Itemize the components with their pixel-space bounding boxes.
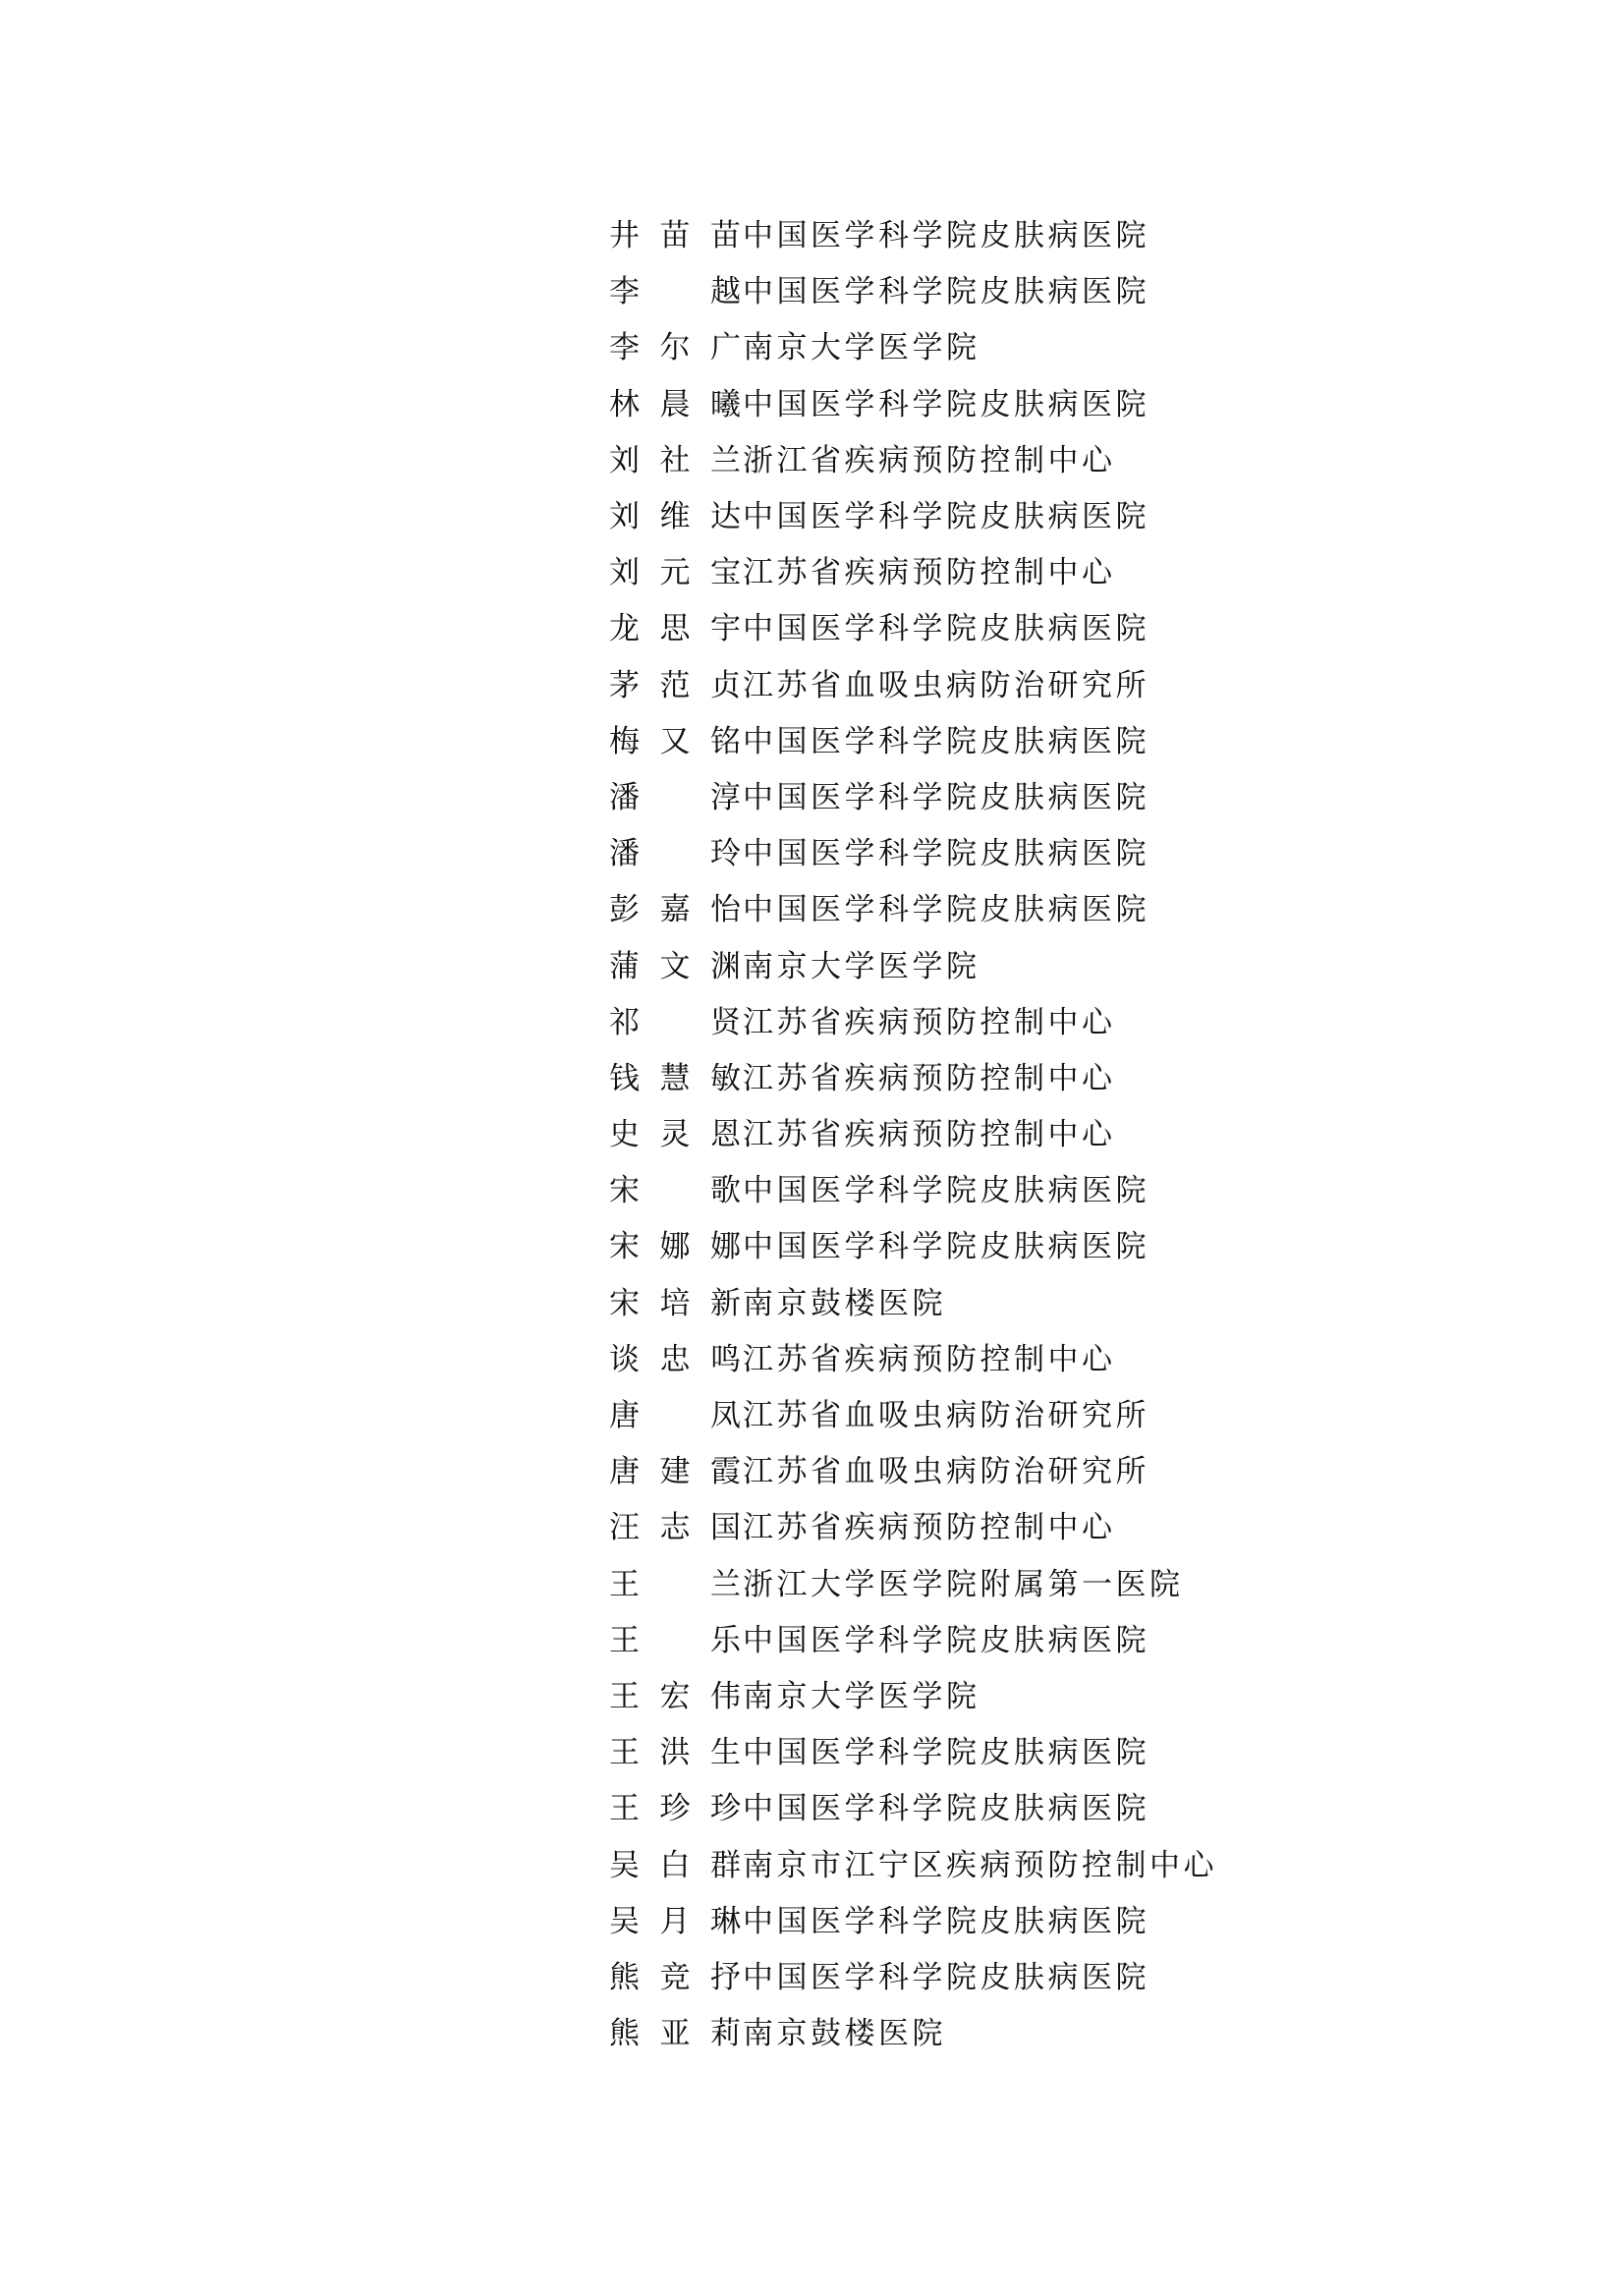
organization: 江苏省疾病预防控制中心 (743, 1117, 1116, 1153)
list-item (609, 1215, 1217, 1271)
person-name: 祁贤 (609, 1004, 741, 1040)
person-name: 王乐 (609, 1622, 741, 1658)
organization: 中国医学科学院皮肤病医院 (743, 836, 1149, 872)
organization: 浙江大学医学院附属第一医院 (743, 1566, 1184, 1602)
list-item (609, 1496, 1217, 1552)
organization: 中国医学科学院皮肤病医院 (743, 218, 1149, 254)
list-item (609, 1833, 1217, 1889)
list-item (609, 373, 1217, 429)
list-item (609, 766, 1217, 822)
person-name: 谈忠鸣 (609, 1341, 741, 1377)
organization: 中国医学科学院皮肤病医院 (743, 779, 1149, 815)
organization: 江苏省疾病预防控制中心 (743, 1060, 1116, 1096)
organization: 中国医学科学院皮肤病医院 (743, 1173, 1149, 1209)
person-name: 井苗苗 (609, 218, 741, 254)
person-name: 汪志国 (609, 1510, 741, 1546)
list-item (609, 485, 1217, 541)
list-item (609, 1890, 1217, 1946)
list-item (609, 204, 1217, 260)
person-name: 唐凤 (609, 1398, 741, 1434)
list-item (609, 541, 1217, 597)
list-item (609, 710, 1217, 766)
organization: 中国医学科学院皮肤病医院 (743, 1622, 1149, 1658)
person-name: 蒲文渊 (609, 948, 741, 984)
person-name: 王珍珍 (609, 1791, 741, 1827)
list-item (609, 1721, 1217, 1777)
organization: 南京大学医学院 (743, 330, 980, 366)
organization: 江苏省血吸虫病防治研究所 (743, 667, 1149, 703)
person-name: 宋培新 (609, 1285, 741, 1321)
list-item (609, 316, 1217, 372)
person-name: 潘玲 (609, 836, 741, 872)
person-name: 王兰 (609, 1566, 741, 1602)
list-item (609, 878, 1217, 934)
organization: 江苏省血吸虫病防治研究所 (743, 1454, 1149, 1490)
organization: 江苏省疾病预防控制中心 (743, 1004, 1116, 1040)
organization: 江苏省疾病预防控制中心 (743, 1341, 1116, 1377)
person-name: 李尔广 (609, 330, 741, 366)
organization: 中国医学科学院皮肤病医院 (743, 1959, 1149, 1995)
person-name: 宋娜娜 (609, 1229, 741, 1265)
person-name: 吴白群 (609, 1847, 741, 1883)
organization: 南京大学医学院 (743, 948, 980, 984)
list-item (609, 429, 1217, 485)
person-name: 龙思宇 (609, 611, 741, 647)
list-item (609, 260, 1217, 316)
person-name: 熊亚莉 (609, 2016, 741, 2052)
list-item (609, 1159, 1217, 1215)
list-item (609, 934, 1217, 990)
person-name: 彭嘉怡 (609, 892, 741, 928)
list-item (609, 654, 1217, 710)
organization: 中国医学科学院皮肤病医院 (743, 499, 1149, 535)
organization: 中国医学科学院皮肤病医院 (743, 274, 1149, 310)
organization: 中国医学科学院皮肤病医院 (743, 892, 1149, 928)
organization: 中国医学科学院皮肤病医院 (743, 723, 1149, 759)
list-item (609, 1272, 1217, 1328)
person-name: 熊竞抒 (609, 1959, 741, 1995)
organization: 中国医学科学院皮肤病医院 (743, 386, 1149, 422)
organization: 南京市江宁区疾病预防控制中心 (743, 1847, 1217, 1883)
person-name: 茅范贞 (609, 667, 741, 703)
person-name: 潘淳 (609, 779, 741, 815)
list-item (609, 1440, 1217, 1496)
organization: 中国医学科学院皮肤病医院 (743, 611, 1149, 647)
list-item (609, 1103, 1217, 1159)
person-name: 王宏伟 (609, 1678, 741, 1714)
list-item (609, 1946, 1217, 2002)
organization: 南京鼓楼医院 (743, 1285, 946, 1321)
list-item (609, 1384, 1217, 1440)
list-item (609, 1609, 1217, 1665)
organization: 中国医学科学院皮肤病医院 (743, 1903, 1149, 1939)
list-item (609, 991, 1217, 1047)
person-name: 李越 (609, 274, 741, 310)
person-name: 宋歌 (609, 1173, 741, 1209)
organization: 南京鼓楼医院 (743, 2016, 946, 2052)
person-name: 钱慧敏 (609, 1060, 741, 1096)
person-name: 刘元宝 (609, 555, 741, 591)
name-list (609, 204, 1217, 2058)
person-name: 王洪生 (609, 1735, 741, 1771)
person-name: 史灵恩 (609, 1117, 741, 1153)
list-item (609, 1777, 1217, 1833)
person-name: 刘社兰 (609, 442, 741, 478)
person-name: 吴月琳 (609, 1903, 741, 1939)
person-name: 刘维达 (609, 499, 741, 535)
organization: 南京大学医学院 (743, 1678, 980, 1714)
list-item (609, 1553, 1217, 1609)
list-item (609, 2002, 1217, 2058)
person-name: 唐建霞 (609, 1454, 741, 1490)
list-item (609, 1328, 1217, 1384)
person-name: 林晨曦 (609, 386, 741, 422)
person-name: 梅又铭 (609, 723, 741, 759)
organization: 浙江省疾病预防控制中心 (743, 442, 1116, 478)
organization: 江苏省疾病预防控制中心 (743, 1510, 1116, 1546)
organization: 中国医学科学院皮肤病医院 (743, 1791, 1149, 1827)
organization: 中国医学科学院皮肤病医院 (743, 1735, 1149, 1771)
list-item (609, 822, 1217, 878)
list-item (609, 597, 1217, 653)
list-item (609, 1665, 1217, 1721)
organization: 江苏省血吸虫病防治研究所 (743, 1398, 1149, 1434)
organization: 江苏省疾病预防控制中心 (743, 555, 1116, 591)
organization: 中国医学科学院皮肤病医院 (743, 1229, 1149, 1265)
list-item (609, 1047, 1217, 1103)
